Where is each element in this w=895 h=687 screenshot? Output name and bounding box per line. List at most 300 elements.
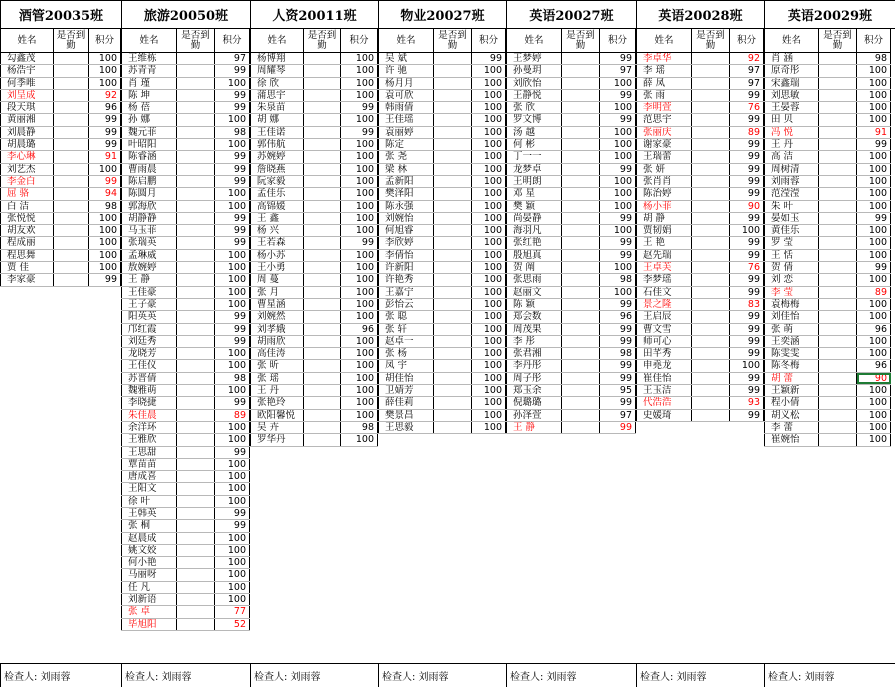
student-name-cell[interactable]: 唐成喜	[121, 471, 177, 482]
student-name-cell[interactable]: 屈 骆	[0, 188, 54, 199]
student-name-cell[interactable]: 覃苗苗	[121, 459, 177, 470]
attendance-cell[interactable]	[304, 225, 341, 236]
attendance-cell[interactable]	[177, 373, 215, 384]
attendance-cell[interactable]	[434, 324, 472, 335]
attendance-cell[interactable]	[562, 360, 600, 371]
score-cell[interactable]: 100	[215, 459, 250, 470]
attendance-cell[interactable]	[434, 311, 472, 322]
score-cell[interactable]: 100	[472, 311, 506, 322]
attendance-cell[interactable]	[434, 385, 472, 396]
student-name-cell[interactable]: 邝红霞	[121, 324, 177, 335]
score-cell[interactable]: 100	[857, 78, 891, 89]
score-cell[interactable]: 99	[215, 90, 250, 101]
score-cell[interactable]: 100	[600, 151, 636, 162]
score-cell[interactable]: 100	[857, 422, 891, 433]
score-cell[interactable]: 100	[857, 336, 891, 347]
student-name-cell[interactable]: 胡 静	[636, 213, 692, 224]
student-name-cell[interactable]: 薛 凤	[636, 78, 692, 89]
score-cell[interactable]: 100	[857, 410, 891, 421]
attendance-cell[interactable]	[177, 250, 215, 261]
student-name-cell[interactable]: 王子豪	[121, 299, 177, 310]
attendance-cell[interactable]	[562, 90, 600, 101]
attendance-cell[interactable]	[304, 53, 341, 64]
attendance-cell[interactable]	[304, 176, 341, 187]
score-cell[interactable]: 99	[730, 151, 764, 162]
attendance-cell[interactable]	[54, 164, 89, 175]
score-cell[interactable]: 98	[600, 348, 636, 359]
attendance-cell[interactable]	[819, 78, 857, 89]
student-name-cell[interactable]: 袁可欣	[378, 90, 434, 101]
score-cell[interactable]: 99	[857, 213, 891, 224]
score-cell[interactable]: 99	[341, 102, 378, 113]
score-cell[interactable]: 99	[215, 447, 250, 458]
student-name-cell[interactable]: 范滢滢	[764, 188, 819, 199]
attendance-cell[interactable]	[819, 287, 857, 298]
student-name-cell[interactable]: 苏晋倩	[121, 373, 177, 384]
score-cell[interactable]: 100	[89, 164, 121, 175]
student-name-cell[interactable]: 张君湘	[506, 348, 562, 359]
attendance-cell[interactable]	[692, 127, 730, 138]
student-name-cell[interactable]: 冯 悦	[764, 127, 819, 138]
attendance-cell[interactable]	[54, 250, 89, 261]
score-cell[interactable]: 100	[472, 213, 506, 224]
score-cell[interactable]: 52	[215, 619, 250, 630]
attendance-cell[interactable]	[692, 114, 730, 125]
score-cell[interactable]: 92	[89, 90, 121, 101]
score-cell[interactable]: 77	[215, 606, 250, 617]
score-cell[interactable]: 100	[341, 410, 378, 421]
attendance-cell[interactable]	[819, 237, 857, 248]
attendance-cell[interactable]	[54, 127, 89, 138]
student-name-cell[interactable]: 罗文博	[506, 114, 562, 125]
attendance-cell[interactable]	[434, 274, 472, 285]
score-cell[interactable]: 97	[600, 410, 636, 421]
score-cell[interactable]: 100	[472, 139, 506, 150]
attendance-cell[interactable]	[434, 65, 472, 76]
attendance-cell[interactable]	[819, 336, 857, 347]
score-cell[interactable]: 99	[730, 114, 764, 125]
score-cell[interactable]: 100	[215, 557, 250, 568]
score-cell[interactable]: 83	[730, 299, 764, 310]
score-cell[interactable]: 100	[341, 201, 378, 212]
class-title[interactable]: 英语20028班	[636, 0, 764, 29]
student-name-cell[interactable]: 张 卓	[121, 606, 177, 617]
student-name-cell[interactable]: 姚文姣	[121, 545, 177, 556]
student-name-cell[interactable]: 郑玉余	[506, 385, 562, 396]
score-cell[interactable]: 100	[341, 139, 378, 150]
student-name-cell[interactable]: 龙梦卓	[506, 164, 562, 175]
student-name-cell[interactable]: 曹文雪	[636, 324, 692, 335]
student-name-cell[interactable]: 王嘉宁	[378, 287, 434, 298]
attendance-cell[interactable]	[177, 262, 215, 273]
attendance-cell[interactable]	[177, 459, 215, 470]
student-name-cell[interactable]: 胡友欢	[0, 225, 54, 236]
student-name-cell[interactable]: 陈治婷	[636, 188, 692, 199]
score-cell[interactable]: 95	[600, 385, 636, 396]
score-cell[interactable]: 100	[857, 65, 891, 76]
score-cell[interactable]: 96	[857, 360, 891, 371]
attendance-cell[interactable]	[177, 139, 215, 150]
score-cell[interactable]: 99	[600, 114, 636, 125]
score-cell[interactable]: 99	[600, 213, 636, 224]
score-cell[interactable]: 99	[730, 385, 764, 396]
attendance-cell[interactable]	[434, 201, 472, 212]
student-name-cell[interactable]: 王维栋	[121, 53, 177, 64]
attendance-cell[interactable]	[177, 447, 215, 458]
score-cell[interactable]: 99	[730, 164, 764, 175]
student-name-cell[interactable]: 孙曼玥	[506, 65, 562, 76]
score-cell[interactable]: 98	[857, 53, 891, 64]
attendance-cell[interactable]	[177, 496, 215, 507]
attendance-cell[interactable]	[819, 114, 857, 125]
attendance-cell[interactable]	[819, 397, 857, 408]
attendance-cell[interactable]	[692, 348, 730, 359]
attendance-cell[interactable]	[562, 336, 600, 347]
student-name-cell[interactable]: 曹雨晨	[121, 164, 177, 175]
score-cell[interactable]: 100	[857, 201, 891, 212]
attendance-cell[interactable]	[177, 483, 215, 494]
score-cell[interactable]: 100	[215, 274, 250, 285]
student-name-cell[interactable]: 王雅欣	[121, 434, 177, 445]
attendance-cell[interactable]	[819, 299, 857, 310]
score-cell[interactable]: 100	[215, 483, 250, 494]
attendance-cell[interactable]	[434, 422, 472, 433]
score-cell[interactable]: 100	[472, 225, 506, 236]
score-cell[interactable]: 100	[600, 78, 636, 89]
student-name-cell[interactable]: 樊泽阳	[378, 188, 434, 199]
student-name-cell[interactable]: 张思雨	[506, 274, 562, 285]
attendance-cell[interactable]	[304, 324, 341, 335]
attendance-cell[interactable]	[434, 262, 472, 273]
student-name-cell[interactable]: 孟佳乐	[250, 188, 304, 199]
score-cell[interactable]: 99	[215, 65, 250, 76]
attendance-cell[interactable]	[304, 250, 341, 261]
attendance-cell[interactable]	[177, 508, 215, 519]
student-name-cell[interactable]: 范思宇	[636, 114, 692, 125]
attendance-cell[interactable]	[54, 78, 89, 89]
attendance-cell[interactable]	[54, 151, 89, 162]
student-name-cell[interactable]: 谢家豪	[636, 139, 692, 150]
attendance-cell[interactable]	[304, 102, 341, 113]
header-name[interactable]: 姓名	[506, 29, 562, 52]
header-name[interactable]: 姓名	[378, 29, 434, 52]
student-name-cell[interactable]: 王明朗	[506, 176, 562, 187]
attendance-cell[interactable]	[434, 176, 472, 187]
score-cell[interactable]: 100	[341, 213, 378, 224]
score-cell[interactable]: 99	[89, 127, 121, 138]
score-cell[interactable]: 100	[857, 164, 891, 175]
student-name-cell[interactable]: 杨 兴	[250, 225, 304, 236]
attendance-cell[interactable]	[177, 471, 215, 482]
attendance-cell[interactable]	[692, 139, 730, 150]
score-cell[interactable]: 100	[341, 397, 378, 408]
student-name-cell[interactable]: 许艳秀	[378, 274, 434, 285]
attendance-cell[interactable]	[54, 237, 89, 248]
student-name-cell[interactable]: 刘思敏	[764, 90, 819, 101]
score-cell[interactable]: 100	[215, 582, 250, 593]
attendance-cell[interactable]	[692, 287, 730, 298]
score-cell[interactable]: 99	[215, 225, 250, 236]
score-cell[interactable]: 100	[341, 164, 378, 175]
score-cell[interactable]: 99	[215, 520, 250, 531]
score-cell[interactable]: 99	[600, 336, 636, 347]
score-cell[interactable]: 76	[730, 262, 764, 273]
attendance-cell[interactable]	[692, 201, 730, 212]
attendance-cell[interactable]	[177, 114, 215, 125]
header-attendance[interactable]: 是否到勤	[54, 29, 89, 52]
student-name-cell[interactable]: 王思毅	[378, 422, 434, 433]
attendance-cell[interactable]	[819, 348, 857, 359]
score-cell[interactable]: 100	[857, 225, 891, 236]
attendance-cell[interactable]	[434, 213, 472, 224]
score-cell[interactable]: 99	[730, 348, 764, 359]
student-name-cell[interactable]: 程小倩	[764, 397, 819, 408]
attendance-cell[interactable]	[562, 397, 600, 408]
student-name-cell[interactable]: 刘婉怡	[378, 213, 434, 224]
attendance-cell[interactable]	[304, 287, 341, 298]
student-name-cell[interactable]: 王佳豪	[121, 287, 177, 298]
student-name-cell[interactable]: 陈圆月	[121, 188, 177, 199]
student-name-cell[interactable]: 原奇彤	[764, 65, 819, 76]
attendance-cell[interactable]	[177, 520, 215, 531]
student-name-cell[interactable]: 景之隆	[636, 299, 692, 310]
student-name-cell[interactable]: 孙泽萱	[506, 410, 562, 421]
student-name-cell[interactable]: 杨 蓓	[121, 102, 177, 113]
attendance-cell[interactable]	[304, 139, 341, 150]
student-name-cell[interactable]: 赵先瑞	[636, 250, 692, 261]
student-name-cell[interactable]: 王佳瑶	[378, 114, 434, 125]
student-name-cell[interactable]: 丁一一	[506, 151, 562, 162]
score-cell[interactable]: 100	[341, 65, 378, 76]
student-name-cell[interactable]: 张 杨	[378, 348, 434, 359]
score-cell[interactable]: 100	[341, 311, 378, 322]
student-name-cell[interactable]: 詹晓燕	[250, 164, 304, 175]
score-cell[interactable]: 100	[472, 262, 506, 273]
student-name-cell[interactable]: 罗华丹	[250, 434, 304, 445]
attendance-cell[interactable]	[692, 250, 730, 261]
score-cell[interactable]: 100	[600, 225, 636, 236]
score-cell[interactable]: 100	[215, 533, 250, 544]
student-name-cell[interactable]: 袁梅梅	[764, 299, 819, 310]
attendance-cell[interactable]	[819, 373, 857, 384]
student-name-cell[interactable]: 袁丽婷	[378, 127, 434, 138]
student-name-cell[interactable]: 曹星涵	[250, 299, 304, 310]
score-cell[interactable]: 99	[730, 139, 764, 150]
score-cell[interactable]: 100	[341, 262, 378, 273]
attendance-cell[interactable]	[562, 78, 600, 89]
student-name-cell[interactable]: 李 瑶	[636, 65, 692, 76]
student-name-cell[interactable]: 邓 星	[506, 188, 562, 199]
score-cell[interactable]: 89	[730, 127, 764, 138]
score-cell[interactable]: 100	[857, 299, 891, 310]
header-name[interactable]: 姓名	[636, 29, 692, 52]
header-name[interactable]: 姓名	[0, 29, 54, 52]
student-name-cell[interactable]: 胡晨璐	[0, 139, 54, 150]
attendance-cell[interactable]	[434, 188, 472, 199]
student-name-cell[interactable]: 李金白	[0, 176, 54, 187]
score-cell[interactable]: 100	[472, 188, 506, 199]
student-name-cell[interactable]: 王颖新	[764, 385, 819, 396]
score-cell[interactable]: 99	[341, 127, 378, 138]
attendance-cell[interactable]	[819, 176, 857, 187]
attendance-cell[interactable]	[692, 90, 730, 101]
student-name-cell[interactable]: 陈 颖	[506, 299, 562, 310]
score-cell[interactable]: 100	[341, 78, 378, 89]
student-name-cell[interactable]: 何季唯	[0, 78, 54, 89]
student-name-cell[interactable]: 陈冬梅	[764, 360, 819, 371]
student-name-cell[interactable]: 王 鑫	[250, 213, 304, 224]
student-name-cell[interactable]: 张 桐	[121, 520, 177, 531]
score-cell[interactable]: 100	[730, 360, 764, 371]
attendance-cell[interactable]	[304, 422, 341, 433]
score-cell[interactable]: 100	[857, 102, 891, 113]
student-name-cell[interactable]: 崔佳怡	[636, 373, 692, 384]
attendance-cell[interactable]	[304, 397, 341, 408]
score-cell[interactable]: 100	[215, 594, 250, 605]
attendance-cell[interactable]	[54, 213, 89, 224]
score-cell[interactable]: 100	[472, 287, 506, 298]
student-name-cell[interactable]: 彭怡云	[378, 299, 434, 310]
score-cell[interactable]: 100	[730, 225, 764, 236]
score-cell[interactable]: 98	[215, 373, 250, 384]
score-cell[interactable]: 99	[600, 373, 636, 384]
score-cell[interactable]: 100	[857, 274, 891, 285]
student-name-cell[interactable]: 徐 叶	[121, 496, 177, 507]
score-cell[interactable]: 100	[215, 545, 250, 556]
score-cell[interactable]: 100	[600, 201, 636, 212]
score-cell[interactable]: 100	[472, 176, 506, 187]
student-name-cell[interactable]: 敖婉婷	[121, 262, 177, 273]
score-cell[interactable]: 99	[89, 176, 121, 187]
student-name-cell[interactable]: 刘新语	[121, 594, 177, 605]
score-cell[interactable]: 100	[472, 360, 506, 371]
attendance-cell[interactable]	[434, 250, 472, 261]
student-name-cell[interactable]: 李家豪	[0, 274, 54, 285]
attendance-cell[interactable]	[54, 201, 89, 212]
score-cell[interactable]: 100	[215, 250, 250, 261]
attendance-cell[interactable]	[819, 139, 857, 150]
student-name-cell[interactable]: 宋鑫瑞	[764, 78, 819, 89]
attendance-cell[interactable]	[434, 237, 472, 248]
student-name-cell[interactable]: 刘雨蓉	[764, 176, 819, 187]
score-cell[interactable]: 100	[472, 65, 506, 76]
student-name-cell[interactable]: 何小艳	[121, 557, 177, 568]
student-name-cell[interactable]: 张 聪	[378, 311, 434, 322]
score-cell[interactable]: 100	[215, 201, 250, 212]
student-name-cell[interactable]: 师可心	[636, 336, 692, 347]
student-name-cell[interactable]: 凤 宇	[378, 360, 434, 371]
score-cell[interactable]: 99	[215, 324, 250, 335]
student-name-cell[interactable]: 徐 欣	[250, 78, 304, 89]
student-name-cell[interactable]: 汤 越	[506, 127, 562, 138]
score-cell[interactable]: 99	[215, 176, 250, 187]
student-name-cell[interactable]: 王静悦	[506, 90, 562, 101]
student-name-cell[interactable]: 魏雅萌	[121, 385, 177, 396]
student-name-cell[interactable]: 高 洁	[764, 151, 819, 162]
score-cell[interactable]: 99	[730, 176, 764, 187]
score-cell[interactable]: 99	[600, 299, 636, 310]
attendance-cell[interactable]	[177, 569, 215, 580]
student-name-cell[interactable]: 胡静静	[121, 213, 177, 224]
attendance-cell[interactable]	[562, 188, 600, 199]
header-score[interactable]: 积分	[472, 29, 506, 52]
student-name-cell[interactable]: 王阳文	[121, 483, 177, 494]
header-name[interactable]: 姓名	[764, 29, 819, 52]
score-cell[interactable]: 100	[600, 127, 636, 138]
score-cell[interactable]: 99	[89, 274, 121, 285]
attendance-cell[interactable]	[177, 287, 215, 298]
student-name-cell[interactable]: 贺 倩	[764, 262, 819, 273]
score-cell[interactable]: 100	[472, 90, 506, 101]
student-name-cell[interactable]: 杨浩宇	[0, 65, 54, 76]
attendance-cell[interactable]	[177, 274, 215, 285]
attendance-cell[interactable]	[819, 65, 857, 76]
score-cell[interactable]: 100	[89, 213, 121, 224]
header-score[interactable]: 积分	[341, 29, 378, 52]
score-cell[interactable]: 100	[857, 397, 891, 408]
student-name-cell[interactable]: 王 恬	[764, 250, 819, 261]
attendance-cell[interactable]	[692, 164, 730, 175]
attendance-cell[interactable]	[177, 78, 215, 89]
attendance-cell[interactable]	[562, 139, 600, 150]
score-cell[interactable]: 99	[215, 102, 250, 113]
attendance-cell[interactable]	[177, 225, 215, 236]
header-score[interactable]: 积分	[89, 29, 121, 52]
attendance-cell[interactable]	[562, 237, 600, 248]
score-cell[interactable]: 99	[730, 90, 764, 101]
score-cell[interactable]: 99	[215, 336, 250, 347]
attendance-cell[interactable]	[177, 188, 215, 199]
header-attendance[interactable]: 是否到勤	[304, 29, 341, 52]
score-cell[interactable]: 98	[341, 422, 378, 433]
student-name-cell[interactable]: 刘艺杰	[0, 164, 54, 175]
attendance-cell[interactable]	[304, 78, 341, 89]
student-name-cell[interactable]: 薛佳莉	[378, 397, 434, 408]
student-name-cell[interactable]: 刘佳怡	[764, 311, 819, 322]
student-name-cell[interactable]: 杨小菲	[636, 201, 692, 212]
class-title[interactable]: 酒管20035班	[0, 0, 121, 29]
attendance-cell[interactable]	[434, 114, 472, 125]
score-cell[interactable]: 99	[600, 250, 636, 261]
student-name-cell[interactable]: 程成丽	[0, 237, 54, 248]
attendance-cell[interactable]	[304, 385, 341, 396]
student-name-cell[interactable]: 郭海欣	[121, 201, 177, 212]
score-cell[interactable]: 100	[472, 114, 506, 125]
student-name-cell[interactable]: 刘 恋	[764, 274, 819, 285]
score-cell[interactable]: 99	[600, 324, 636, 335]
student-name-cell[interactable]: 蒲思宇	[250, 90, 304, 101]
attendance-cell[interactable]	[692, 373, 730, 384]
score-cell[interactable]: 99	[215, 311, 250, 322]
attendance-cell[interactable]	[304, 237, 341, 248]
score-cell[interactable]: 100	[89, 262, 121, 273]
student-name-cell[interactable]: 张肖肖	[636, 176, 692, 187]
student-name-cell[interactable]: 贾韧娟	[636, 225, 692, 236]
score-cell[interactable]: 100	[341, 250, 378, 261]
score-cell[interactable]: 99	[730, 336, 764, 347]
attendance-cell[interactable]	[562, 262, 600, 273]
attendance-cell[interactable]	[562, 151, 600, 162]
score-cell[interactable]: 94	[89, 188, 121, 199]
student-name-cell[interactable]: 胡雨欣	[250, 336, 304, 347]
attendance-cell[interactable]	[434, 78, 472, 89]
score-cell[interactable]: 100	[600, 262, 636, 273]
attendance-cell[interactable]	[692, 311, 730, 322]
class-title[interactable]: 英语20029班	[764, 0, 895, 29]
student-name-cell[interactable]: 王佳诺	[250, 127, 304, 138]
header-attendance[interactable]: 是否到勤	[434, 29, 472, 52]
student-name-cell[interactable]: 叶昭阳	[121, 139, 177, 150]
